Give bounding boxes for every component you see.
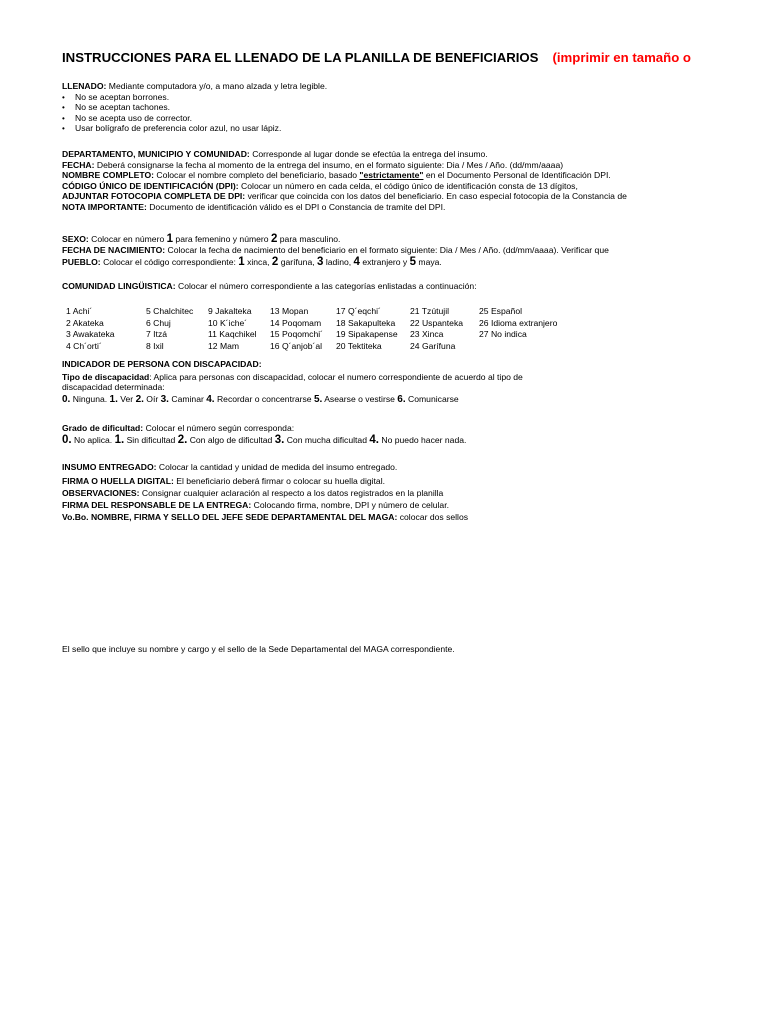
language-item: 27 No indica xyxy=(479,329,527,340)
grado-code: 0. xyxy=(62,433,72,446)
pueblo-option: extranjero y xyxy=(362,256,408,267)
language-item: 23 Xinca xyxy=(410,329,444,340)
tipo-option: Ver xyxy=(120,393,134,404)
grado-options xyxy=(62,434,768,447)
grado-option: Sin dificultad xyxy=(126,434,176,445)
bullet-icon: • xyxy=(62,113,65,123)
language-item: 17 Q´eqchi´ xyxy=(336,306,381,316)
bullet-icon: • xyxy=(62,124,65,134)
language-item: 24 Garífuna xyxy=(410,340,456,351)
fecha-label: FECHA: xyxy=(62,159,95,170)
tipo-code: 5. xyxy=(313,393,323,405)
language-item: 2 Akateka xyxy=(66,317,104,328)
sexo-text-b: para femenino y número xyxy=(175,234,269,244)
tipo-label: Tipo de discapacidad xyxy=(62,371,150,382)
llenado-section xyxy=(62,81,768,134)
llenado-bullet: No se aceptan borrones. xyxy=(75,91,170,102)
vobo-label: Vo.Bo. NOMBRE, FIRMA Y SELLO DEL JEFE SEDE DEPARTAMENTAL DEL MAGA: xyxy=(62,511,398,522)
insumo-label: INSUMO ENTREGADO: xyxy=(62,462,157,472)
grado-section xyxy=(62,423,768,447)
llenado-bullet: No se aceptan tachones. xyxy=(75,102,171,113)
depto-text: Corresponde al lugar donde se efectúa la entrega del insumo. xyxy=(252,149,488,159)
tipo-code: 3. xyxy=(160,393,169,405)
tipo-code: 1. xyxy=(109,393,118,405)
grado-code: 4. xyxy=(369,433,379,446)
tipo-option: Comunicarse xyxy=(408,393,459,404)
language-item: 22 Uspanteka xyxy=(410,317,464,328)
language-item: 9 Jakalteka xyxy=(208,306,252,316)
tipo-option: Oír xyxy=(146,393,159,404)
fields-section-1 xyxy=(62,149,768,213)
grado-code: 2. xyxy=(177,433,188,446)
comunidad-label: COMUNIDAD LINGÜISTICA: xyxy=(62,281,176,291)
nombre-text: Colocar el nombre completo del beneficiario, basado xyxy=(156,170,358,181)
language-item: 10 K´iche´ xyxy=(208,317,248,328)
tipo-code: 6. xyxy=(397,393,406,405)
pueblo-text: Colocar el código correspondiente: xyxy=(103,256,236,267)
pueblo-option: xinca, xyxy=(247,256,270,267)
sexo-text: Colocar en número xyxy=(91,234,165,244)
adjuntar-label: ADJUNTAR FOTOCOPIA COMPLETA DE DPI: xyxy=(62,191,246,202)
pueblo-label: PUEBLO: xyxy=(62,256,101,267)
discapacidad-section xyxy=(62,359,768,405)
language-item: 3 Awakateka xyxy=(66,329,115,340)
language-item: 1 Achi´ xyxy=(66,306,93,316)
nacimiento-label: FECHA DE NACIMIENTO: xyxy=(62,245,166,255)
language-item: 16 Q´anjob´al xyxy=(270,340,323,351)
footer-text: El sello que incluye su nombre y cargo y el sello de la Sede Departamental del MAGA correspondiente. xyxy=(62,644,455,654)
language-column xyxy=(66,306,115,352)
pueblo-code: 2 xyxy=(271,255,279,268)
tipo-text: : Aplica para personas con discapacidad, colocar el numero correspondiente de acuerdo al tipo de xyxy=(149,371,523,382)
grado-label: Grado de dificultad: xyxy=(62,423,144,433)
language-item: 25 Español xyxy=(479,306,523,316)
title-row xyxy=(62,50,691,65)
discapacidad-label: INDICADOR DE PERSONA CON DISCAPACIDAD: xyxy=(62,359,262,369)
llenado-bullet: No se acepta uso de corrector. xyxy=(75,112,193,123)
tipo-option: Recordar o concentrarse xyxy=(216,393,312,404)
nombre-label: NOMBRE COMPLETO: xyxy=(62,170,154,181)
language-column xyxy=(410,306,463,352)
language-item: 26 Idioma extranjero xyxy=(479,317,558,328)
language-item: 20 Tektiteka xyxy=(336,340,382,351)
grado-code: 3. xyxy=(274,433,285,446)
bullet-icon: • xyxy=(62,92,65,102)
firma-label: FIRMA O HUELLA DIGITAL: xyxy=(62,475,174,486)
responsable-label: FIRMA DEL RESPONSABLE DE LA ENTREGA: xyxy=(62,499,252,510)
responsable-text: Colocando firma, nombre, DPI y número de celular. xyxy=(253,499,449,510)
sexo-code-1: 1 xyxy=(166,233,174,245)
tipo-option: Asearse o vestirse xyxy=(324,393,395,404)
codigo-label: CÓDIGO ÚNICO DE IDENTIFICACIÓN (DPI): xyxy=(62,180,239,191)
tipo-code: 2. xyxy=(135,393,144,405)
language-item: 8 Ixil xyxy=(146,340,164,351)
nota-text: Documento de identificación válido es el DPI o Constancia de tramite del DPI. xyxy=(149,201,446,212)
tipo-options xyxy=(62,393,768,405)
codigo-text: Colocar un número en cada celda, el código único de identificación consta de 13 dígitos, xyxy=(241,180,578,191)
fields-section-2 xyxy=(62,233,768,268)
language-item: 12 Mam xyxy=(208,340,240,351)
footer-note xyxy=(62,644,768,655)
adjuntar-text: verificar que coincida con los datos del beneficiario. En caso especial fotocopia de la Constancia de xyxy=(247,191,627,202)
language-item: 6 Chuj xyxy=(146,317,171,328)
sexo-text-c: para masculino. xyxy=(279,234,341,244)
language-item: 21 Tzútujil xyxy=(410,306,450,316)
tipo-option: Ninguna. xyxy=(72,393,108,404)
llenado-text: Mediante computadora y/o, a mano alzada y letra legible. xyxy=(108,81,328,91)
pueblo-code: 1 xyxy=(238,255,245,268)
llenado-label: LLENADO: xyxy=(62,81,107,91)
language-column xyxy=(208,306,257,352)
sexo-code-2: 2 xyxy=(270,233,278,245)
tipo-text-b: discapacidad determinada: xyxy=(62,382,165,393)
observaciones-text: Consignar cualquier aclaración al respecto a los datos registrados en la planilla xyxy=(141,487,444,498)
pueblo-option: ladino, xyxy=(325,256,352,267)
language-column xyxy=(336,306,398,352)
language-item: 7 Itzá xyxy=(146,329,168,340)
pueblo-code: 3 xyxy=(317,255,324,268)
grado-option: No puedo hacer nada. xyxy=(381,434,467,445)
fecha-text: Deberá consignarse la fecha al momento de la entrega del insumo, en el formato siguiente: Dia / Mes / Año. (dd/mm/aaaa) xyxy=(96,159,564,170)
vobo-text: colocar dos sellos xyxy=(399,511,469,522)
language-item: 11 Kaqchikel xyxy=(208,329,257,340)
language-item xyxy=(479,341,557,353)
language-item: 4 Ch´orti´ xyxy=(66,340,102,351)
language-item: 18 Sakapulteka xyxy=(336,317,396,328)
insumo-text: Colocar la cantidad y unidad de medida del insumo entregado. xyxy=(158,462,398,472)
grado-option: Con algo de dificultad xyxy=(189,434,273,445)
pueblo-option: maya. xyxy=(418,256,442,267)
sexo-label: SEXO: xyxy=(62,234,89,244)
comunidad-text: Colocar el número correspondiente a las categorías enlistadas a continuación: xyxy=(178,281,477,291)
bullet-icon: • xyxy=(62,103,65,113)
observaciones-label: OBSERVACIONES: xyxy=(62,487,140,498)
pueblo-option: garífuna, xyxy=(280,256,315,267)
grado-option: No aplica. xyxy=(73,434,113,445)
nombre-emphasis: "estrictamente" xyxy=(359,170,424,181)
tipo-option: Caminar xyxy=(171,393,204,404)
fields-section-3 xyxy=(62,462,768,522)
grado-option: Con mucha dificultad xyxy=(286,434,367,445)
pueblo-code: 4 xyxy=(353,255,360,268)
page-title: INSTRUCCIONES PARA EL LLENADO DE LA PLANILLA DE BENEFICIARIOS xyxy=(62,50,539,65)
nota-label: NOTA IMPORTANTE: xyxy=(62,201,147,212)
language-item: 13 Mopan xyxy=(270,306,309,316)
nombre-text-b: en el Documento Personal de Identificación DPI. xyxy=(425,170,611,181)
nacimiento-text: Colocar la fecha de nacimiento del beneficiario en el formato siguiente: Dia / Mes / Año. (dd/mm/aaaa). Verificar que xyxy=(167,245,609,255)
firma-text: El beneficiario deberá firmar o colocar su huella digital. xyxy=(173,475,386,486)
pueblo-code: 5 xyxy=(409,255,417,268)
print-size-note: (imprimir en tamaño o xyxy=(552,50,691,65)
language-item: 15 Poqomchi´ xyxy=(270,329,324,340)
comunidad-section xyxy=(62,281,768,292)
grado-code: 1. xyxy=(114,433,125,446)
tipo-code: 4. xyxy=(206,393,215,405)
language-item: 5 Chalchitec xyxy=(146,306,194,316)
language-item: 19 Sipakapense xyxy=(336,329,398,340)
language-item: 14 Poqomam xyxy=(270,317,322,328)
depto-label: DEPARTAMENTO, MUNICIPIO Y COMUNIDAD: xyxy=(62,149,250,159)
language-column xyxy=(270,306,323,352)
tipo-code: 0. xyxy=(62,393,71,405)
llenado-bullet: Usar bolígrafo de preferencia color azul, no usar lápiz. xyxy=(75,123,282,134)
language-column xyxy=(146,306,193,352)
grado-text: Colocar el número según corresponda: xyxy=(145,423,295,433)
language-column xyxy=(479,306,557,352)
